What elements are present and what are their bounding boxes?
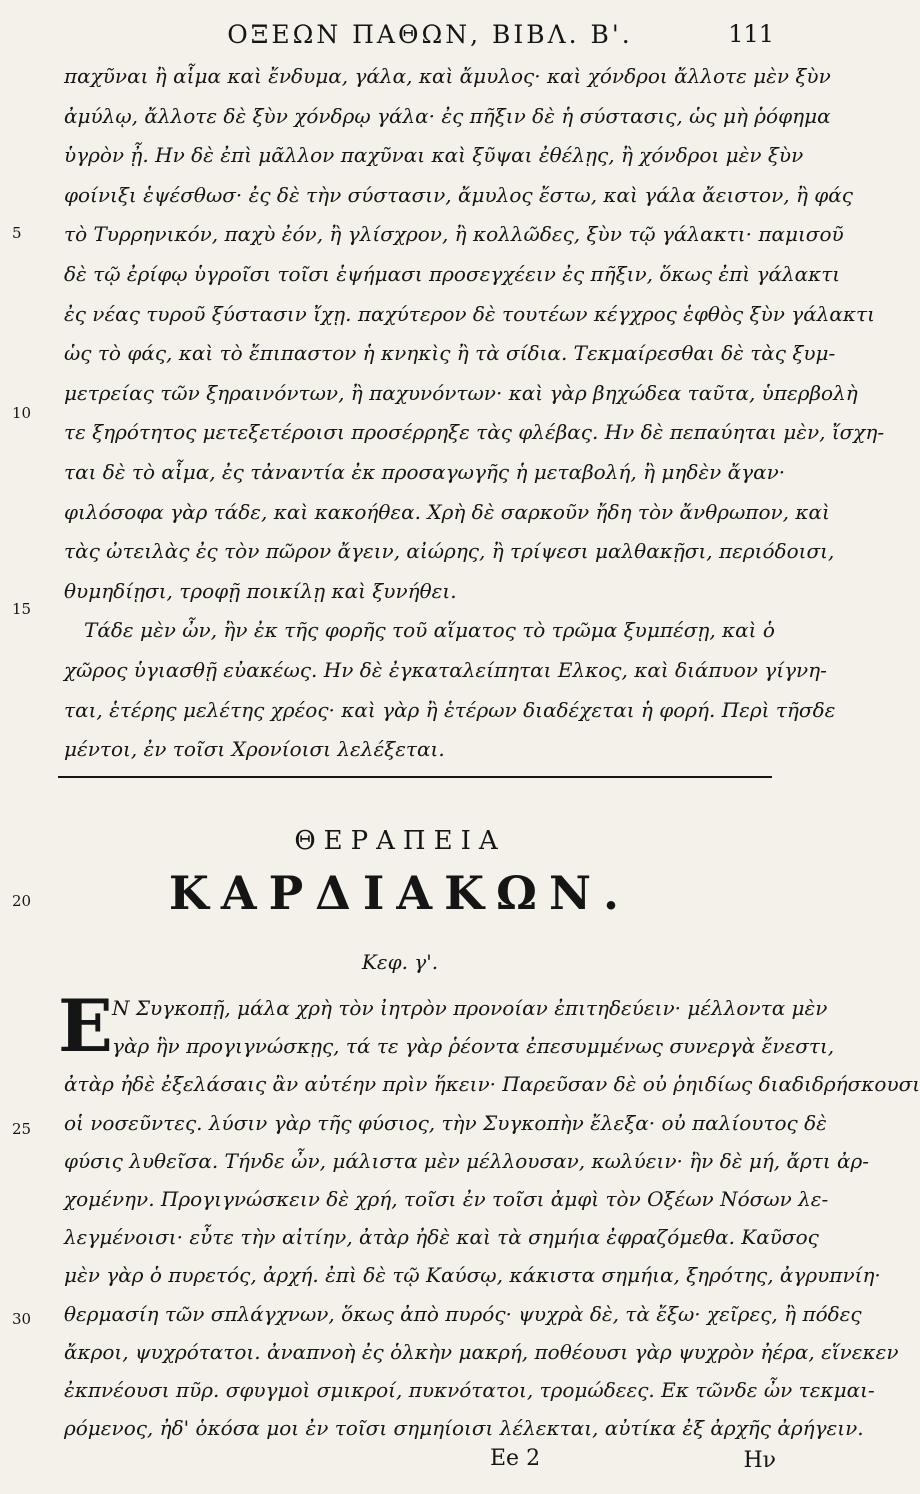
text-line: μέντοι, ἐν τοῖσι Χρονίοισι λελέξεται. <box>64 737 445 762</box>
line-number: 30 <box>12 1310 32 1328</box>
text-line: τὰς ὠτειλὰς ἐς τὸν πῶρον ἄγειν, αἰώρης, ἢ τρίψεσι μαλθακῇσι, περιόδοισι, <box>64 539 835 564</box>
text-line: ὑγρὸν ᾖ. Ην δὲ ἐπὶ μᾶλλον παχῦναι καὶ ξῦψαι ἐθέλῃς, ἢ χόνδροι μὲν ξὺν <box>64 143 804 168</box>
line-number: 5 <box>12 224 22 242</box>
line-number: 15 <box>12 600 32 618</box>
running-title: ΟΞΕΩΝ ΠΑΘΩΝ, ΒΙΒΛ. Β'. <box>227 20 633 49</box>
text-line: δὲ τῷ ἐρίφῳ ὑγροῖσι τοῖσι ἑψήμασι προσεγχέειν ἐς πῆξιν, ὅκως ἐπὶ γάλακτι <box>64 262 841 286</box>
section-divider-rule <box>58 776 772 778</box>
text-line: ἀμύλῳ, ἄλλοτε δὲ ξὺν χόνδρῳ γάλα· ἐς πῆξιν δὲ ἡ σύστασις, ὡς μὴ ῥόφημα <box>64 103 831 128</box>
text-line: χομένην. Προγιγνώσκειν δὲ χρή, τοῖσι ἐν τοῖσι ἀμφὶ τὸν Οξέων Νόσων λε- <box>64 1187 829 1211</box>
text-line: ται δὲ τὸ αἷμα, ἐς τἀναντία ἐκ προσαγωγῆς ἡ μεταβολή, ἢ μηδὲν ἄγαν· <box>64 460 786 484</box>
text-line: γὰρ ἣν προγιγνώσκῃς, τά τε γὰρ ῥέοντα ἐπεσυμμένως συνεργὰ ἔνεστι, <box>112 1034 835 1059</box>
catchword: Ην <box>743 1448 776 1473</box>
text-line: ἐκπνέουσι πῦρ. σφυγμοὶ σμικροί, πυκνότατοι, τρομώδεες. Εκ τῶνδε ὦν τεκμαι- <box>64 1378 875 1402</box>
text-line: ἐς νέας τυροῦ ξύστασιν ἴχῃ. παχύτερον δὲ τουτέων κέγχρος ἑφθὸς ξὺν γάλακτι <box>64 301 875 326</box>
text-line: οἱ νοσεῦντες. λύσιν γὰρ τῆς φύσιος, τὴν Συγκοπὴν ἔλεξα· οὐ παλίουτος δὲ <box>64 1110 827 1135</box>
text-line: ται, ἑτέρης μελέτης χρέος· καὶ γὰρ ἢ ἑτέρων διαδέχεται ἡ φορή. Περὶ τῆσδε <box>64 697 836 722</box>
text-line: ἀτὰρ ἠδὲ ἐξελάσαις ἂν αὐτέην πρὶν ἥκειν· Παρεῦσαν δὲ οὐ ῥηιδίως διαδιδρήσκουσι <box>64 1072 920 1097</box>
text-line: μὲν γὰρ ὁ πυρετός, ἀρχή. ἐπὶ δὲ τῷ Καύσῳ, κάκιστα σημήια, ξηρότης, ἀγρυπνίη· <box>64 1263 881 1288</box>
signature-mark: Ee 2 <box>490 1446 541 1471</box>
text-line: θυμηδίῃσι, τροφῇ ποικίλῃ καὶ ξυνήθει. <box>64 578 457 603</box>
line-number: 10 <box>12 404 32 422</box>
text-line: θερμασίη τῶν σπλάγχνων, ὅκως ἀπὸ πυρός· ψυχρὰ δὲ, τὰ ἔξω· χεῖρες, ἢ πόδες <box>64 1301 862 1326</box>
text-line: ρόμενος, ἠδ' ὁκόσα μοι ἐν τοῖσι σημηίοισι λέλεκται, αὐτίκα ἐξ ἀρχῆς ἀρήγειν. <box>64 1416 864 1441</box>
text-line: χῶρος ὑγιασθῇ εὐακέως. Ην δὲ ἐγκαταλείπηται Ελκος, καὶ διάπυον γίγνη- <box>64 658 827 682</box>
line-number: 20 <box>12 892 32 910</box>
text-line: Τάδε μὲν ὦν, ἢν ἐκ τῆς φορῆς τοῦ αἵματος τὸ τρῶμα ξυμπέσῃ, καὶ ὁ <box>84 618 775 643</box>
text-line: ἄκροι, ψυχρότατοι. ἀναπνοὴ ἐς ὁλκὴν μακρή, ποθέουσι γὰρ ψυχρὸν ἠέρα, εἵνεκεν <box>64 1339 899 1364</box>
text-line: φιλόσοφα γὰρ τάδε, καὶ κακοήθεα. Χρὴ δὲ σαρκοῦν ἤδη τὸν ἄνθρωπον, καὶ <box>64 499 830 524</box>
text-line: Ν Συγκοπῇ, μάλα χρὴ τὸν ἰητρὸν προνοίαν ἐπιτηδεύειν· μέλλοντα μὲν <box>112 996 828 1020</box>
drop-cap: E <box>58 983 113 1068</box>
chapter-heading: Κεφ. γ'. <box>361 950 439 974</box>
page-number: 111 <box>728 20 774 48</box>
text-line: μετρείας τῶν ξηραινόντων, ἢ παχυνόντων· καὶ γὰρ βηχώδεα ταῦτα, ὑπερβολὴ <box>64 380 858 405</box>
text-line: ὡς τὸ φάς, καὶ τὸ ἔπιπαστον ἡ κνηκὶς ἢ τὰ σίδια. Τεκμαίρεσθαι δὲ τὰς ξυμ- <box>64 341 836 366</box>
text-line: λεγμένοισι· εὖτε τὴν αἰτίην, ἀτὰρ ἠδὲ καὶ τὰ σημήια ἐφραζόμεθα. Καῦσος <box>64 1225 819 1250</box>
text-line: φοίνιξι ἑψέσθωσ· ἐς δὲ τὴν σύστασιν, ἄμυλος ἔστω, καὶ γάλα ἄειστον, ἢ φάς <box>64 182 853 207</box>
text-line: τε ξηρότητος μετεξετέροισι προσέρρηξε τὰς φλέβας. Ην δὲ πεπαύηται μὲν, ἴσχη- <box>64 420 885 445</box>
section-title-small: ΘΕΡΑΠΕΙΑ <box>294 826 506 856</box>
section-title-large: ΚΑΡΔΙΑΚΩΝ. <box>168 866 632 920</box>
text-line: φύσις λυθεῖσα. Τήνδε ὦν, μάλιστα μὲν μέλλουσαν, κωλύειν· ἢν δὲ μή, ἄρτι ἀρ- <box>64 1148 870 1173</box>
line-number: 25 <box>12 1120 32 1138</box>
text-line: παχῦναι ἢ αἷμα καὶ ἔνδυμα, γάλα, καὶ ἄμυλος· καὶ χόνδροι ἄλλοτε μὲν ξὺν <box>64 64 831 88</box>
text-line: τὸ Τυρρηνικόν, παχὺ ἐόν, ἢ γλίσχρον, ἢ κολλῶδες, ξὺν τῷ γάλακτι· παμισοῦ <box>64 222 844 247</box>
